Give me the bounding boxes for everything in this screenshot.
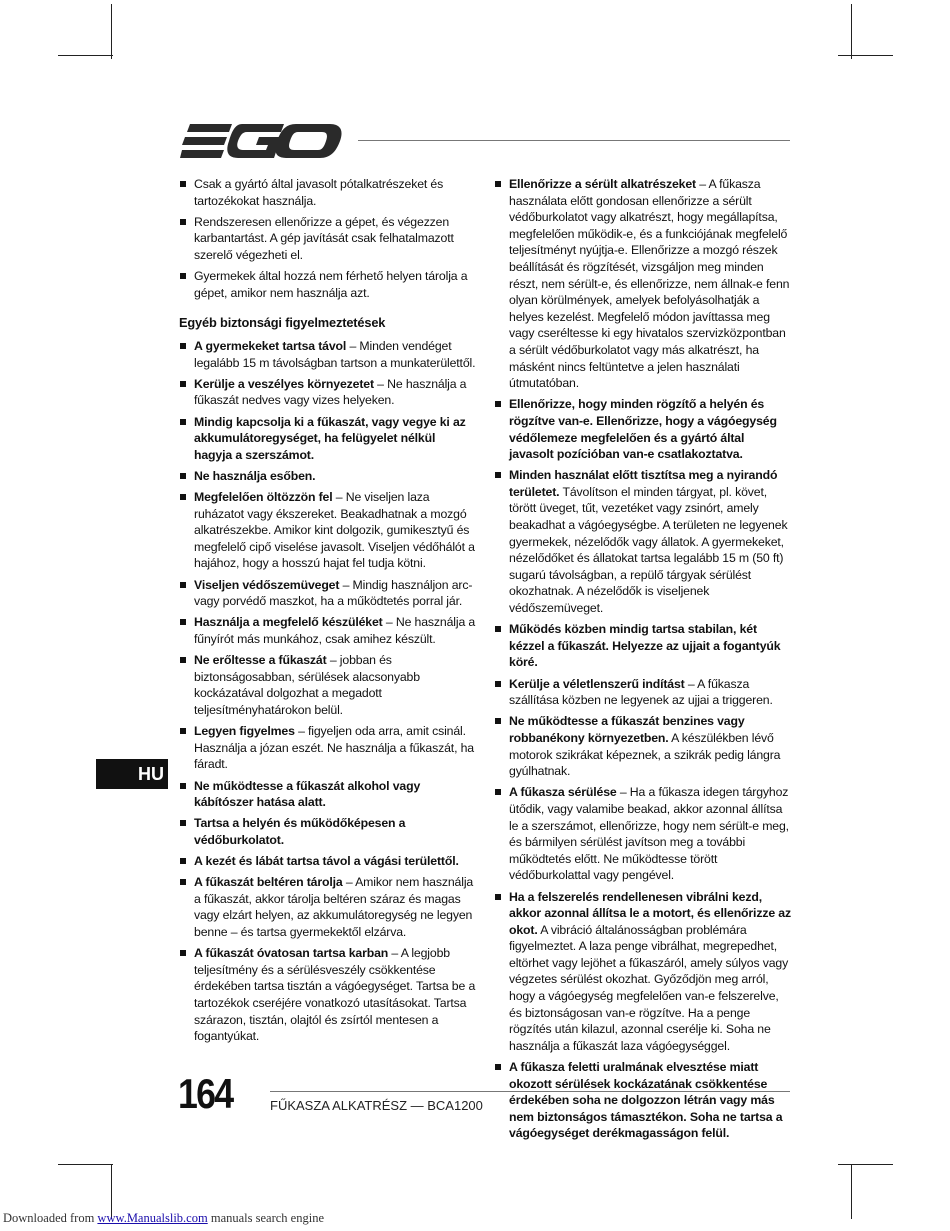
bullet-square-icon (495, 626, 501, 632)
list-item (179, 853, 476, 870)
item-text: – Amikor nem használja a fűkaszát, akkor tárolja beltéren száraz és magas vagy elzárt helyen, az akkumulátoregység ne legyen benne – és tartsa gyermekektől elzárva. (194, 875, 474, 940)
list-item (179, 489, 476, 572)
bullet-square-icon (180, 619, 186, 625)
language-tab: HU (96, 759, 168, 789)
item-bold: Ellenőrizze, hogy minden rögzítő a helyén és rögzítve van-e. Ellenőrizze, hogy a vágóegység védőlemeze megfelelően és a gyártó által javasolt pozícióban van-e csatlakoztatva. (509, 397, 777, 462)
bullet-square-icon (495, 1064, 501, 1070)
item-bold: A fűkaszát óvatosan tartsa karban (194, 946, 389, 961)
item-bold: Ne használja esőben. (194, 468, 316, 483)
item-bold: Legyen figyelmes (194, 724, 295, 739)
list-item (179, 176, 476, 209)
item-text: Távolítson el minden tárgyat, pl. követ, törött üveget, tűt, vezetéket vagy zsinórt, amely beakadhat a vágóegységbe. A területen ne legyenek gyermekek, nézelődők vagy állatok. A gyermekeket, nézelődőket és állatokat tartsa legalább 15 m (50 ft) sugarú távolságban, a repülő tárgyak sérülést okozhatnak. A nézelődők is viseljenek védőszemüveget. (509, 484, 788, 616)
list-item (179, 723, 476, 773)
item-text: – A fűkasza használata előtt gondosan ellenőrizze a sérült védőburkolatot vagy alkatrészt, hogy megállapítsa, megfelelően működik-e, és a funkciójának megfelelő teljesítményt nyújtja-e. Ellenőrizze a mozgó részek beállítását és rögzítését, vizsgáljon meg minden részt, nem sérült-e, és ellenőrizze, nem állnak-e fenn olyan körülmények, amelyek befolyásolhatják a helyes kezelést. Megfelelő módon javíttassa meg vagy cseréltesse ki egy hivatalos szervizközpontban a sérült védőburkolatot vagy más alkatrészt, ha másként nincs feltüntetve a jelen használati útmutatóban. (509, 177, 790, 391)
item-bold: A kezét és lábát tartsa távol a vágási területtől. (194, 854, 459, 869)
item-text: – Ne használja a fűkaszát nedves vagy vizes helyeken. (194, 376, 467, 408)
bullet-square-icon (180, 219, 186, 225)
bullet-square-icon (180, 657, 186, 663)
item-text: – Mindig használjon arc- vagy porvédő maszkot, ha a működtetés porral jár. (194, 577, 473, 609)
bullet-square-icon (180, 343, 186, 349)
crop-mark (838, 1164, 893, 1165)
crop-mark (58, 1164, 113, 1165)
item-text: – figyeljen oda arra, amit csinál. Használja a józan eszét. Ne használja a fűkaszát, ha fáradt. (194, 724, 474, 772)
footer-title: FŰKASZA ALKATRÉSZ — BCA1200 (270, 1098, 483, 1113)
list-item (179, 338, 476, 371)
left-column (179, 176, 476, 1049)
item-text: Rendszeresen ellenőrizze a gépet, és végezzen karbantartást. A gép javítását csak felhatalmazott szerelő végezheti el. (194, 214, 454, 262)
item-bold: Ne működtesse a fűkaszát alkohol vagy kábítószer hatása alatt. (194, 778, 421, 810)
bullet-square-icon (495, 401, 501, 407)
bullet-square-icon (180, 273, 186, 279)
item-bold: Megfelelően öltözzön fel (194, 490, 333, 505)
download-suffix: manuals search engine (207, 1211, 324, 1225)
list-item (179, 874, 476, 940)
list-item (494, 467, 792, 616)
item-bold: Ellenőrizze a sérült alkatrészeket (509, 177, 696, 191)
item-text: – Ne viseljen laza ruházatot vagy ékszereket. Beakadhatnak a mozgó alkatrészekbe. Amikor kint dolgozik, gumikesztyű és megfelelő cipő viselése javasolt. Viseljen védőhálót a hajához, hogy a hosszú hajat fel tudja kötni. (194, 490, 475, 571)
item-bold: Ha a felszerelés rendellenesen vibrálni kezd, akkor azonnal állítsa le a motort, és ellenőrizze az okot. (509, 889, 791, 937)
list-item (179, 815, 476, 848)
item-bold: A fűkaszát beltéren tárolja (194, 875, 343, 890)
list-item (494, 396, 792, 462)
item-bold: Mindig kapcsolja ki a fűkaszát, vagy vegye ki az akkumulátoregységet, ha felügyelet nélkül hagyja a szerszámot. (194, 414, 466, 462)
bullet-square-icon (180, 820, 186, 826)
bullet-square-icon (180, 582, 186, 588)
item-text: – jobban és biztonságosabban, sérülések alacsonyabb kockázatával dolgozhat a megadott teljesítményhatárokon belül. (194, 653, 420, 717)
item-text: – A fűkasza szállítása közben ne legyenek az ujjai a triggeren. (509, 676, 773, 708)
bullet-square-icon (180, 473, 186, 479)
list-item (179, 652, 476, 718)
bullet-square-icon (495, 789, 501, 795)
item-bold: Ne működtesse a fűkaszát benzines vagy robbanékony környezetben. (509, 714, 745, 745)
list-item (179, 414, 476, 464)
item-text: A készülékben lévő motorok szikrákat képeznek, a szikrák pedig lángra gyúlhatnak. (509, 730, 781, 779)
ego-logo (180, 122, 344, 160)
bullet-square-icon (180, 181, 186, 187)
item-bold: A gyermekeket tartsa távol (194, 338, 347, 353)
safety-warnings-list (179, 338, 476, 1045)
list-item (179, 268, 476, 301)
bullet-square-icon (180, 879, 186, 885)
page-number: 164 (178, 1070, 233, 1117)
list-item (179, 577, 476, 610)
crop-mark (851, 4, 852, 59)
item-bold: Működés közben mindig tartsa stabilan, két kézzel a fűkaszát. Helyezze az ujjait a fogantyúk köré. (509, 622, 781, 670)
safety-warnings-list-continued (494, 176, 792, 1142)
crop-mark (111, 4, 112, 59)
item-bold: Használja a megfelelő készüléket (194, 615, 383, 630)
list-item (179, 778, 476, 811)
right-column (494, 176, 792, 1147)
item-bold: Kerülje a veszélyes környezetet (194, 376, 374, 391)
footer-rule (270, 1091, 790, 1092)
item-bold: A fűkasza feletti uralmának elvesztése miatt okozott sérülések kockázatának csökkentése érdekében soha ne dolgozzon létrán vagy más nem biztonságos támasztékon. Soha ne tartsa a vágóegységet derékmagasságon felül. (509, 1060, 783, 1141)
list-item (494, 713, 792, 779)
item-text: Csak a gyártó által javasolt pótalkatrészeket és tartozékokat használja. (194, 177, 444, 208)
bullet-square-icon (495, 894, 501, 900)
list-item (179, 614, 476, 647)
list-item (179, 945, 476, 1045)
bullet-square-icon (495, 718, 501, 724)
crop-mark (58, 55, 113, 56)
item-bold: Tartsa a helyén és működőképesen a védőburkolatot. (194, 816, 406, 847)
bullet-square-icon (180, 950, 186, 956)
item-text: – Ha a fűkasza idegen tárgyhoz ütődik, vagy valamibe beakad, akkor azonnal állítsa le a szerszámot, ellenőrizze, hogy nem sérült-e meg, és bármilyen sérülést javítson meg a további működtetés előtt. Ne működtesse törött védőburkolattal vagy pengével. (509, 785, 789, 883)
header-rule (358, 140, 790, 141)
list-item (179, 214, 476, 264)
bullet-square-icon (495, 472, 501, 478)
list-item (179, 468, 476, 485)
section-heading: Egyéb biztonsági figyelmeztetések (179, 315, 386, 331)
download-notice (3, 1211, 324, 1226)
list-item (494, 784, 792, 884)
bullet-square-icon (495, 681, 501, 687)
item-bold: Viseljen védőszemüveget (194, 577, 340, 592)
item-text: – Minden vendéget legalább 15 m távolságban tartson a munkaterülettől. (194, 338, 476, 370)
manualslib-link[interactable]: www.Manualslib.com (97, 1211, 208, 1225)
bullet-square-icon (180, 494, 186, 500)
list-item (179, 376, 476, 409)
item-bold: A fűkasza sérülése (509, 785, 617, 800)
item-bold: Minden használat előtt tisztítsa meg a nyirandó területet. (509, 468, 778, 499)
bullet-square-icon (180, 381, 186, 387)
list-item (494, 621, 792, 671)
crop-mark (838, 55, 893, 56)
download-prefix: Downloaded from (3, 1211, 98, 1225)
bullet-square-icon (180, 783, 186, 789)
item-text: – Ne használja a fűnyírót más munkához, csak amihez készült. (194, 615, 476, 646)
item-text: Gyermekek által hozzá nem férhető helyen tárolja a gépet, amikor nem használja azt. (194, 269, 468, 300)
bullet-square-icon (180, 858, 186, 864)
bullet-square-icon (180, 419, 186, 425)
bullet-square-icon (180, 728, 186, 734)
item-bold: Kerülje a véletlenszerű indítást (509, 676, 685, 691)
list-item (494, 176, 792, 392)
list-item (494, 676, 792, 709)
crop-mark (851, 1164, 852, 1219)
item-bold: Ne erőltesse a fűkaszát (194, 653, 327, 668)
list-item (494, 889, 792, 1055)
bullet-square-icon (495, 181, 501, 187)
list-item (494, 1059, 792, 1142)
item-text: A vibráció általánosságban problémára figyelmeztet. A laza penge vibrálhat, megrepedhet, eltörhet vagy lejöhet a fűkaszáról, amely súlyos vagy végzetes sérülést okozhat. Győződjön meg arról, hogy a vágóegység megfelelően van-e felszerelve, és biztonságosan van-e rögzítve. Ha a penge rögzítés után kilazul, azonnal cserélje ki. Soha ne használja a fűkaszát laza vágóegységgel. (509, 922, 789, 1053)
item-text: – A legjobb teljesítmény és a sérülésveszély csökkentése érdekében tartsa tisztán a vágóegységet. Tartsa be a tartozékok cseréjére vonatkozó utasításokat. Tartsa szárazon, tisztán, olajtól és zsírtól mentesen a fogantyúkat. (194, 946, 476, 1044)
maintenance-list (179, 176, 476, 301)
